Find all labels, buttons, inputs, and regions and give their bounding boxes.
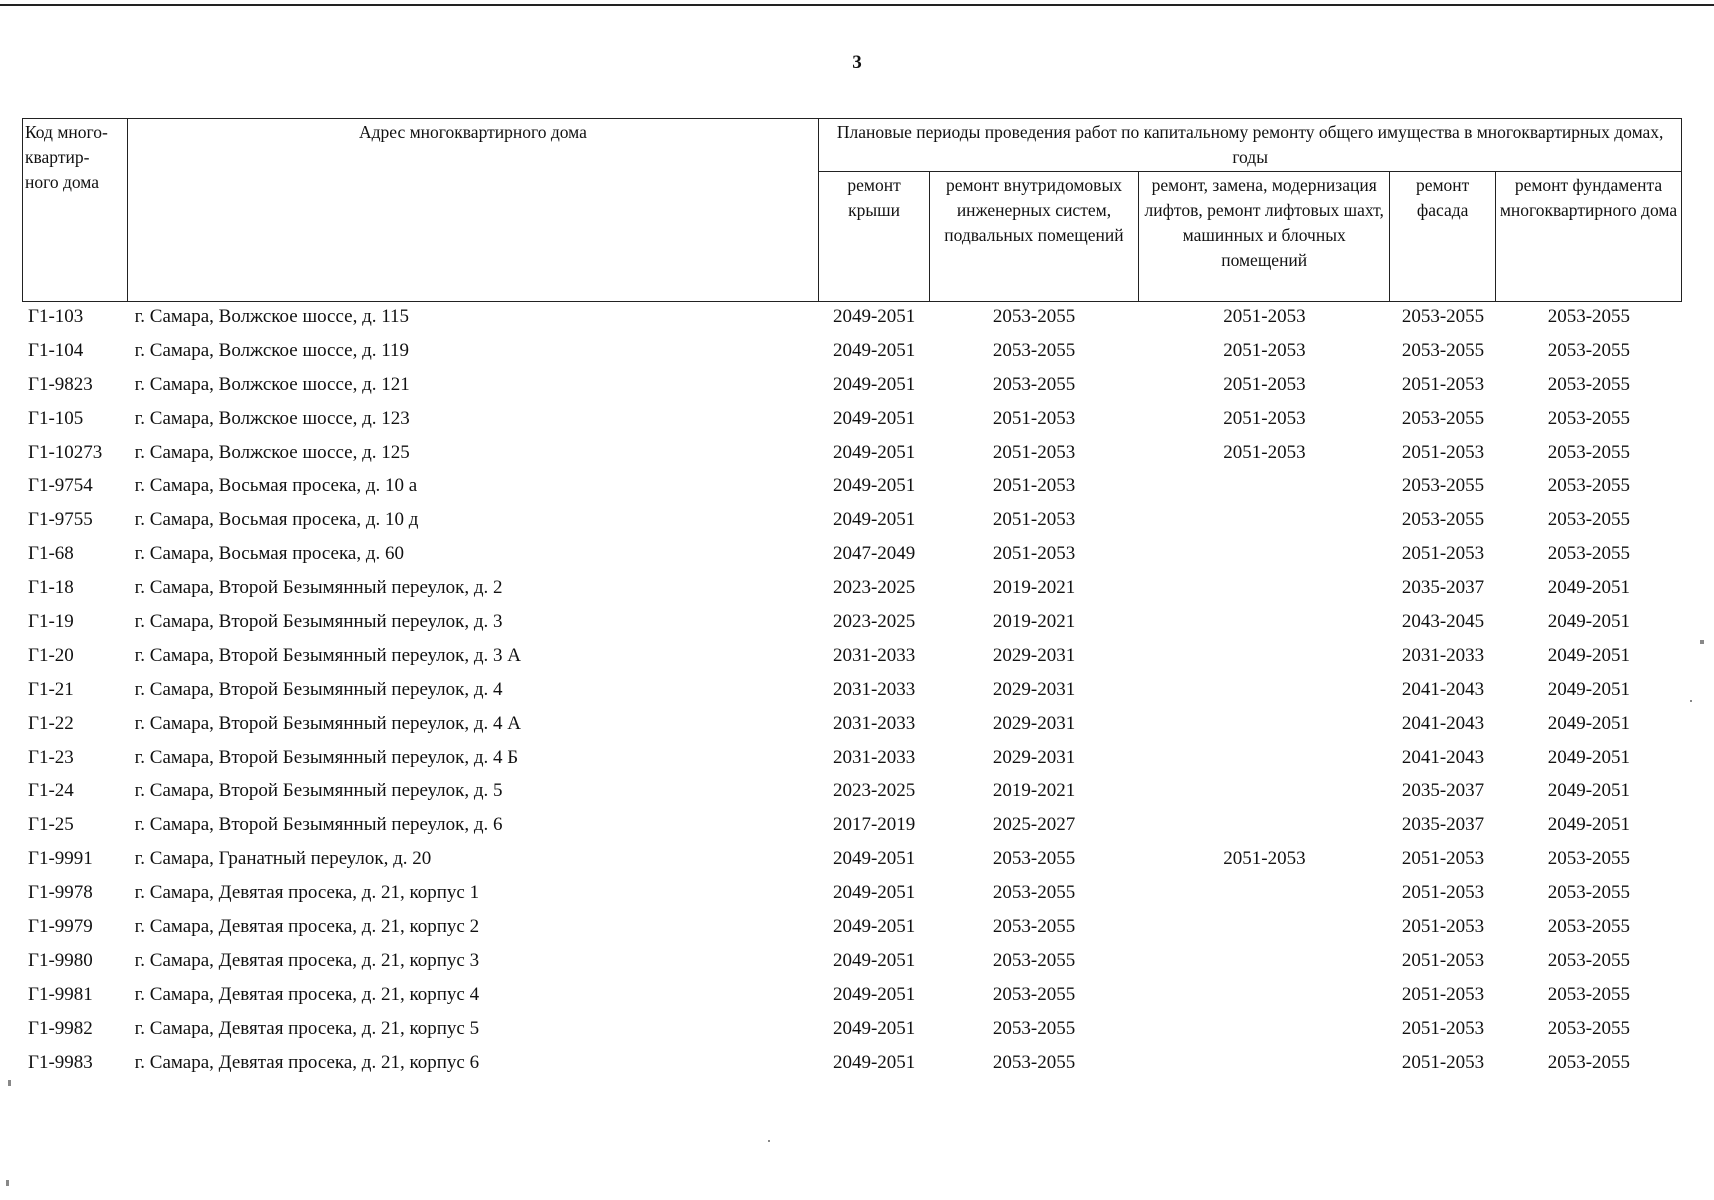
- cell-facade: 2051-2053: [1401, 543, 1485, 565]
- cell-foundation: 2049-2051: [1547, 644, 1631, 666]
- cell-address: г. Самара, Второй Безымянный переулок, д. 4 Б: [134, 746, 519, 768]
- cell-foundation: 2049-2051: [1547, 577, 1631, 599]
- cell-facade: 2051-2053: [1401, 1051, 1485, 1073]
- cell-internal: 2051-2053: [992, 543, 1076, 565]
- cell-roof: 2023-2025: [832, 577, 916, 599]
- cell-code: Г1-21: [28, 678, 74, 700]
- cell-elevators: [1139, 537, 1391, 571]
- cell-facade: 2041-2043: [1401, 746, 1485, 768]
- cell-address: г. Самара, Девятая просека, д. 21, корпус 2: [134, 915, 480, 937]
- cell-facade: 2051-2053: [1401, 882, 1485, 904]
- cell-facade: 2053-2055: [1401, 339, 1485, 361]
- cell-internal: 2053-2055: [992, 1051, 1076, 1073]
- cell-code: Г1-22: [28, 712, 74, 734]
- cell-roof: 2049-2051: [832, 949, 916, 971]
- scan-speck: [1700, 640, 1704, 644]
- cell-address: г. Самара, Восьмая просека, д. 60: [134, 543, 404, 565]
- scan-speck: [8, 1080, 11, 1086]
- header-periods: Плановые периоды проведения работ по капитальному ремонту общего имущества в многоквартирных домах, годы: [819, 119, 1682, 172]
- cell-foundation: 2053-2055: [1547, 305, 1631, 327]
- table-row: [22, 436, 1682, 470]
- scan-speck: [1690, 700, 1692, 702]
- data-table-body: [22, 300, 1682, 1079]
- table-row: [22, 1046, 1682, 1080]
- cell-foundation: 2049-2051: [1547, 678, 1631, 700]
- cell-address: г. Самара, Гранатный переулок, д. 20: [134, 848, 432, 870]
- data-table: [22, 300, 1682, 1079]
- cell-address: г. Самара, Волжское шоссе, д. 123: [134, 407, 410, 429]
- cell-elevators: [1139, 741, 1391, 775]
- cell-elevators: [1139, 571, 1391, 605]
- cell-elevators: [1139, 808, 1391, 842]
- cell-address: г. Самара, Волжское шоссе, д. 119: [134, 339, 410, 361]
- cell-roof: 2023-2025: [832, 780, 916, 802]
- cell-roof: 2049-2051: [832, 915, 916, 937]
- table-row: [22, 774, 1682, 808]
- cell-roof: 2049-2051: [832, 1051, 916, 1073]
- scan-speck: [6, 1180, 9, 1186]
- top-border-line: [0, 4, 1714, 6]
- cell-facade: 2053-2055: [1401, 407, 1485, 429]
- cell-code: Г1-23: [28, 746, 74, 768]
- cell-internal: 2051-2053: [992, 509, 1076, 531]
- cell-foundation: 2053-2055: [1547, 441, 1631, 463]
- cell-internal: 2053-2055: [992, 882, 1076, 904]
- cell-code: Г1-9980: [28, 949, 93, 971]
- cell-foundation: 2053-2055: [1547, 543, 1631, 565]
- cell-elevators: [1139, 944, 1391, 978]
- cell-code: Г1-9978: [28, 882, 93, 904]
- table-row: [22, 944, 1682, 978]
- cell-code: Г1-68: [28, 543, 74, 565]
- cell-code: Г1-20: [28, 644, 74, 666]
- cell-elevators: 2051-2053: [1223, 407, 1306, 429]
- cell-elevators: [1139, 469, 1391, 503]
- header-elevators: ремонт, замена, модернизация лифтов, ремонт лифтовых шахт, машинных и блочных помещений: [1139, 172, 1390, 302]
- cell-roof: 2049-2051: [832, 407, 916, 429]
- cell-internal: 2053-2055: [992, 983, 1076, 1005]
- header-internal: ремонт внутридомовых инженерных систем, подвальных помещений: [929, 172, 1138, 302]
- cell-code: Г1-9983: [28, 1051, 93, 1073]
- cell-address: г. Самара, Второй Безымянный переулок, д. 3 А: [134, 644, 521, 666]
- cell-code: Г1-9991: [28, 848, 93, 870]
- cell-elevators: [1139, 910, 1391, 944]
- cell-foundation: 2053-2055: [1547, 949, 1631, 971]
- cell-roof: 2023-2025: [832, 610, 916, 632]
- cell-internal: 2029-2031: [992, 678, 1076, 700]
- cell-facade: 2031-2033: [1401, 644, 1485, 666]
- cell-facade: 2035-2037: [1401, 814, 1485, 836]
- table-row: [22, 741, 1682, 775]
- cell-address: г. Самара, Второй Безымянный переулок, д. 6: [134, 814, 503, 836]
- cell-code: Г1-9982: [28, 1017, 93, 1039]
- cell-code: Г1-10273: [28, 441, 103, 463]
- cell-facade: 2051-2053: [1401, 848, 1485, 870]
- table-row: [22, 639, 1682, 673]
- cell-address: г. Самара, Второй Безымянный переулок, д. 2: [134, 577, 503, 599]
- cell-elevators: [1139, 876, 1391, 910]
- cell-address: г. Самара, Волжское шоссе, д. 125: [134, 441, 410, 463]
- cell-foundation: 2049-2051: [1547, 712, 1631, 734]
- cell-facade: 2053-2055: [1401, 509, 1485, 531]
- cell-roof: 2031-2033: [832, 746, 916, 768]
- cell-elevators: [1139, 639, 1391, 673]
- cell-foundation: 2053-2055: [1547, 509, 1631, 531]
- table-row: [22, 808, 1682, 842]
- header-address: Адрес многоквартирного дома: [127, 119, 819, 302]
- cell-address: г. Самара, Девятая просека, д. 21, корпус 4: [134, 983, 480, 1005]
- cell-elevators: [1139, 673, 1391, 707]
- cell-code: Г1-24: [28, 780, 74, 802]
- cell-roof: 2049-2051: [832, 305, 916, 327]
- cell-address: г. Самара, Волжское шоссе, д. 121: [134, 373, 410, 395]
- cell-roof: 2017-2019: [832, 814, 916, 836]
- table-row: [22, 842, 1682, 876]
- cell-foundation: 2053-2055: [1547, 339, 1631, 361]
- cell-elevators: [1139, 503, 1391, 537]
- cell-elevators: [1139, 774, 1391, 808]
- cell-internal: 2051-2053: [992, 441, 1076, 463]
- cell-foundation: 2053-2055: [1547, 475, 1631, 497]
- table-row: [22, 707, 1682, 741]
- cell-facade: 2051-2053: [1401, 983, 1485, 1005]
- table-row: [22, 571, 1682, 605]
- cell-roof: 2047-2049: [832, 543, 916, 565]
- cell-address: г. Самара, Второй Безымянный переулок, д. 4: [134, 678, 503, 700]
- cell-internal: 2029-2031: [992, 644, 1076, 666]
- cell-internal: 2025-2027: [992, 814, 1076, 836]
- cell-elevators: [1139, 1046, 1391, 1080]
- cell-address: г. Самара, Восьмая просека, д. 10 д: [134, 509, 419, 531]
- cell-foundation: 2049-2051: [1547, 610, 1631, 632]
- table-row: [22, 368, 1682, 402]
- table-row: [22, 605, 1682, 639]
- cell-internal: 2053-2055: [992, 1017, 1076, 1039]
- cell-code: Г1-105: [28, 407, 84, 429]
- page-number: 3: [852, 52, 862, 73]
- cell-roof: 2049-2051: [832, 509, 916, 531]
- cell-internal: 2051-2053: [992, 475, 1076, 497]
- cell-address: г. Самара, Девятая просека, д. 21, корпус 5: [134, 1017, 480, 1039]
- cell-foundation: 2049-2051: [1547, 780, 1631, 802]
- cell-roof: 2049-2051: [832, 441, 916, 463]
- cell-facade: 2053-2055: [1401, 305, 1485, 327]
- cell-code: Г1-9823: [28, 373, 93, 395]
- cell-facade: 2053-2055: [1401, 475, 1485, 497]
- cell-address: г. Самара, Девятая просека, д. 21, корпус 1: [134, 882, 480, 904]
- cell-address: г. Самара, Волжское шоссе, д. 115: [134, 305, 410, 327]
- table-row: [22, 673, 1682, 707]
- cell-elevators: 2051-2053: [1223, 848, 1306, 870]
- cell-foundation: 2053-2055: [1547, 983, 1631, 1005]
- table-row: [22, 300, 1682, 334]
- table-row: [22, 978, 1682, 1012]
- table-row: [22, 503, 1682, 537]
- cell-facade: 2051-2053: [1401, 915, 1485, 937]
- header-code: Код много- квартир- ного дома: [23, 119, 128, 302]
- header-table: [22, 118, 1682, 302]
- header-foundation: ремонт фундамента многоквартирного дома: [1495, 172, 1681, 302]
- cell-facade: 2041-2043: [1401, 678, 1485, 700]
- cell-elevators: 2051-2053: [1223, 373, 1306, 395]
- cell-facade: 2051-2053: [1401, 1017, 1485, 1039]
- cell-code: Г1-104: [28, 339, 84, 361]
- cell-facade: 2051-2053: [1401, 373, 1485, 395]
- cell-roof: 2049-2051: [832, 475, 916, 497]
- cell-address: г. Самара, Девятая просека, д. 21, корпус 6: [134, 1051, 480, 1073]
- cell-foundation: 2053-2055: [1547, 882, 1631, 904]
- cell-roof: 2049-2051: [832, 848, 916, 870]
- cell-code: Г1-9981: [28, 983, 93, 1005]
- cell-foundation: 2053-2055: [1547, 373, 1631, 395]
- cell-internal: 2053-2055: [992, 373, 1076, 395]
- cell-internal: 2053-2055: [992, 949, 1076, 971]
- cell-code: Г1-19: [28, 610, 74, 632]
- table-row: [22, 402, 1682, 436]
- header-roof: ремонт крыши: [819, 172, 930, 302]
- cell-roof: 2031-2033: [832, 678, 916, 700]
- table-row: [22, 334, 1682, 368]
- cell-internal: 2053-2055: [992, 915, 1076, 937]
- cell-facade: 2035-2037: [1401, 780, 1485, 802]
- cell-roof: 2049-2051: [832, 373, 916, 395]
- cell-foundation: 2053-2055: [1547, 1017, 1631, 1039]
- cell-foundation: 2053-2055: [1547, 1051, 1631, 1073]
- cell-elevators: 2051-2053: [1223, 305, 1306, 327]
- cell-internal: 2053-2055: [992, 339, 1076, 361]
- cell-code: Г1-9979: [28, 915, 93, 937]
- cell-foundation: 2053-2055: [1547, 407, 1631, 429]
- cell-foundation: 2049-2051: [1547, 746, 1631, 768]
- cell-internal: 2051-2053: [992, 407, 1076, 429]
- cell-roof: 2049-2051: [832, 983, 916, 1005]
- table-row: [22, 537, 1682, 571]
- cell-address: г. Самара, Восьмая просека, д. 10 а: [134, 475, 418, 497]
- cell-elevators: [1139, 605, 1391, 639]
- cell-roof: 2049-2051: [832, 882, 916, 904]
- cell-code: Г1-9754: [28, 475, 93, 497]
- cell-code: Г1-18: [28, 577, 74, 599]
- cell-address: г. Самара, Второй Безымянный переулок, д. 5: [134, 780, 503, 802]
- cell-internal: 2029-2031: [992, 712, 1076, 734]
- cell-internal: 2019-2021: [992, 577, 1076, 599]
- cell-facade: 2043-2045: [1401, 610, 1485, 632]
- cell-roof: 2031-2033: [832, 712, 916, 734]
- table-row: [22, 1012, 1682, 1046]
- table-row: [22, 876, 1682, 910]
- cell-foundation: 2053-2055: [1547, 848, 1631, 870]
- table-row: [22, 469, 1682, 503]
- cell-address: г. Самара, Девятая просека, д. 21, корпус 3: [134, 949, 480, 971]
- cell-elevators: [1139, 978, 1391, 1012]
- cell-elevators: [1139, 707, 1391, 741]
- scan-speck: [768, 1140, 770, 1142]
- cell-code: Г1-9755: [28, 509, 93, 531]
- header-facade: ремонт фасада: [1390, 172, 1496, 302]
- table-row: [22, 910, 1682, 944]
- cell-address: г. Самара, Второй Безымянный переулок, д. 4 А: [134, 712, 521, 734]
- cell-foundation: 2053-2055: [1547, 915, 1631, 937]
- cell-code: Г1-103: [28, 305, 84, 327]
- cell-roof: 2049-2051: [832, 339, 916, 361]
- cell-code: Г1-25: [28, 814, 74, 836]
- cell-internal: 2029-2031: [992, 746, 1076, 768]
- cell-elevators: 2051-2053: [1223, 441, 1306, 463]
- cell-elevators: [1139, 1012, 1391, 1046]
- cell-facade: 2035-2037: [1401, 577, 1485, 599]
- cell-facade: 2041-2043: [1401, 712, 1485, 734]
- cell-internal: 2053-2055: [992, 848, 1076, 870]
- cell-facade: 2051-2053: [1401, 949, 1485, 971]
- cell-internal: 2053-2055: [992, 305, 1076, 327]
- cell-address: г. Самара, Второй Безымянный переулок, д. 3: [134, 610, 503, 632]
- cell-internal: 2019-2021: [992, 780, 1076, 802]
- cell-foundation: 2049-2051: [1547, 814, 1631, 836]
- cell-roof: 2049-2051: [832, 1017, 916, 1039]
- cell-internal: 2019-2021: [992, 610, 1076, 632]
- cell-elevators: 2051-2053: [1223, 339, 1306, 361]
- cell-roof: 2031-2033: [832, 644, 916, 666]
- cell-facade: 2051-2053: [1401, 441, 1485, 463]
